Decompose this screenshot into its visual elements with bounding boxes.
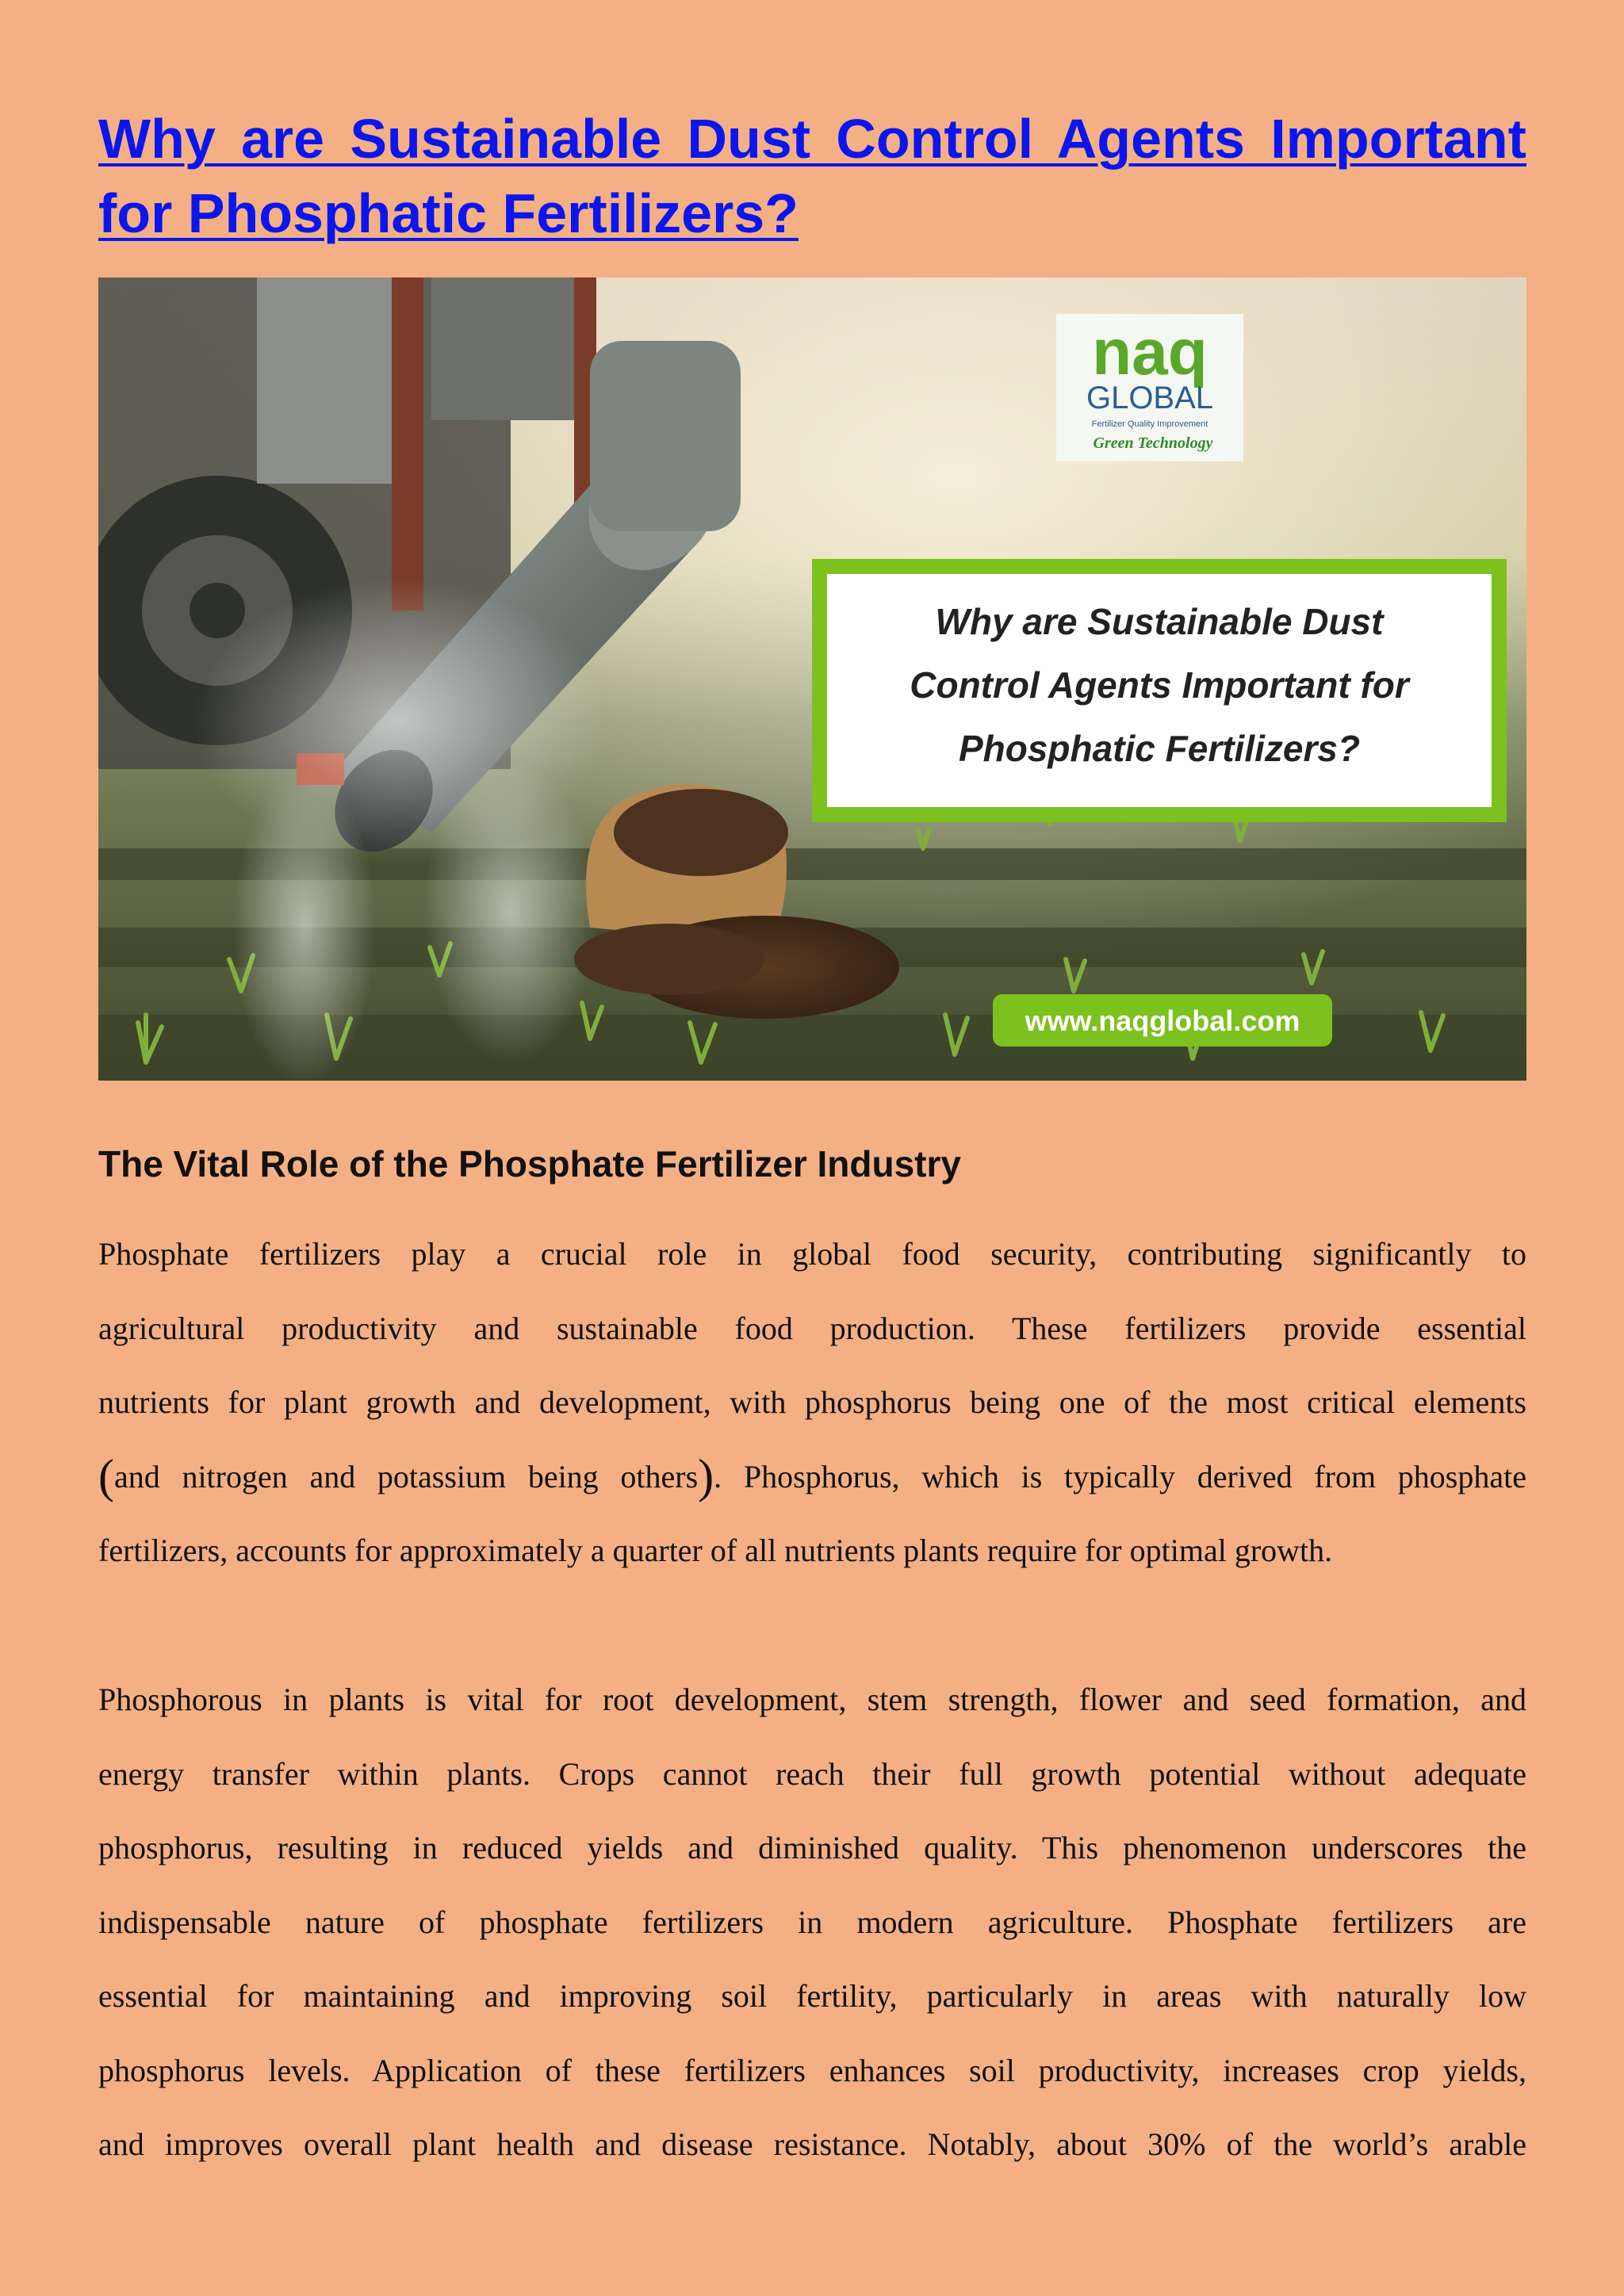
paragraph-1-line-3: nutrients for plant growth and development, with phosphorus being one of the most critical elements	[98, 1384, 1526, 1420]
banner-line-3: Phosphatic Fertilizers?	[958, 728, 1361, 769]
paragraph-2-line-2: energy transfer within plants. Crops cannot reach their full growth potential without adequate	[98, 1755, 1526, 1792]
paragraph-2-line-4: indispensable nature of phosphate fertilizers in modern agriculture. Phosphate fertilizers are	[98, 1904, 1526, 1940]
line-4-rest: . Phosphorus, which is typically derived from phosphate	[714, 1458, 1526, 1494]
paragraph-1-line-1: Phosphate fertilizers play a crucial role in global food security, contributing significantly to	[98, 1236, 1526, 1272]
logo-tagline: Fertilizer Quality Improvement	[1091, 419, 1208, 429]
paren-close: )	[698, 1449, 714, 1502]
paragraph-2	[98, 1663, 1526, 2182]
paragraph-2-line-1: Phosphorous in plants is vital for root development, stem strength, flower and seed formation, and	[98, 1682, 1526, 1717]
banner-line-1: Why are Sustainable Dust	[935, 601, 1384, 642]
logo-sub-brand: GLOBAL	[1086, 381, 1214, 415]
paren-open: (	[98, 1449, 114, 1502]
hero-image	[98, 277, 1526, 1081]
hero-illustration	[98, 277, 1526, 1081]
paragraph-2-line-3: phosphorus, resulting in reduced yields and diminished quality. This phenomenon underscores the	[98, 1830, 1526, 1866]
paragraph-1-line-4	[98, 1440, 1526, 1514]
website-badge	[993, 994, 1332, 1047]
website-url: www.naqglobal.com	[1025, 1004, 1300, 1037]
title-link[interactable]: Why are Sustainable Dust Control Agents Important for Phosphatic Fertilizers?	[98, 108, 1526, 244]
logo-brand: naq	[1092, 316, 1208, 388]
hero-banner	[812, 559, 1507, 822]
naq-global-logo	[1056, 314, 1243, 461]
logo-badge: Green Technology	[1093, 434, 1213, 452]
banner-line-2: Control Agents Important for	[910, 664, 1409, 706]
document-page	[98, 0, 1526, 2162]
paragraph-1	[98, 1217, 1526, 1588]
paragraph-1-line-5: fertilizers, accounts for approximately a quarter of all nutrients plants require for optimal growth.	[98, 1533, 1333, 1568]
paren-inner-text: and nitrogen and potassium being others	[113, 1458, 699, 1494]
paragraph-2-line-6: phosphorus levels. Application of these fertilizers enhances soil productivity, increases crop yields,	[98, 2052, 1526, 2088]
section-heading: The Vital Role of the Phosphate Fertilizer Industry	[98, 1143, 961, 1184]
paragraph-2-line-5: essential for maintaining and improving soil fertility, particularly in areas with naturally low	[98, 1978, 1526, 2014]
paragraph-2-line-7: and improves overall plant health and disease resistance. Notably, about 30% of the world’s arable	[98, 2126, 1526, 2162]
paragraph-1-line-2: agricultural productivity and sustainable food production. These fertilizers provide essential	[98, 1310, 1526, 1346]
page-title	[98, 101, 1526, 251]
